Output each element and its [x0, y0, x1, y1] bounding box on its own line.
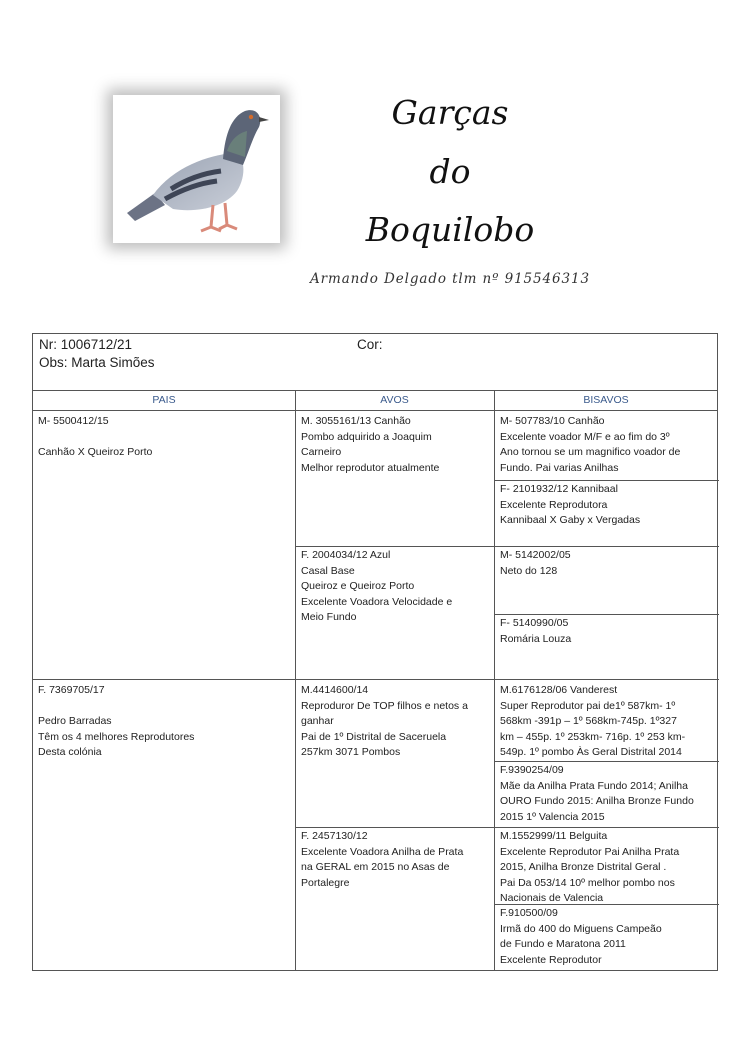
- pigeon-notes: Excelente Voadora Anilha de Prata na GERAL em 2015 no Asas de Portalegre: [301, 845, 464, 889]
- pigeon-notes: Irmã do 400 do Miguens Campeão de Fundo e Maratona 2011 Excelente Reprodutor: [500, 922, 662, 966]
- pais-cell-2: [33, 682, 295, 762]
- pigeon-id: M- 507783/10 Canhão: [500, 415, 605, 427]
- pigeon-id: F. 2004034/12 Azul: [301, 549, 391, 561]
- color-label: Cor:: [357, 337, 383, 352]
- pigeon-id: M.6176128/06 Vanderest: [500, 684, 618, 696]
- pais-cell-1: [33, 413, 295, 462]
- pigeon-notes: Romária Louza: [500, 632, 572, 645]
- pigeon-id: M- 5142002/05: [500, 549, 571, 561]
- divider: [33, 679, 719, 680]
- pigeon-notes: Pedro Barradas Têm os 4 melhores Reprodutores Desta colónia: [38, 715, 195, 758]
- title-line-1: Garças: [391, 93, 509, 132]
- bisavos-cell-3: [495, 547, 719, 580]
- bisavos-cell-1: [495, 413, 719, 477]
- bisavos-cell-7: [495, 828, 719, 908]
- pedigree-table: [32, 333, 718, 971]
- pigeon-image: [113, 95, 280, 243]
- pigeon-notes: Mãe da Anilha Prata Fundo 2014; Anilha OURO Fundo 2015: Anilha Bronze Fundo 2015 1º Valencia 2015: [500, 779, 694, 823]
- observations: Obs: Marta Simões: [39, 355, 155, 370]
- bisavos-cell-5: [495, 682, 719, 762]
- pigeon-id: M. 3055161/13 Canhão: [301, 415, 411, 427]
- avos-cell-4: [296, 828, 494, 892]
- pigeon-id: M.4414600/14: [301, 684, 369, 696]
- info-section: [33, 334, 717, 391]
- pigeon-id: F- 5140990/05: [500, 617, 569, 629]
- pigeon-id: F. 7369705/17: [38, 684, 105, 696]
- ring-number: Nr: 1006712/21: [39, 337, 133, 352]
- pigeon-photo: [113, 95, 280, 243]
- pigeon-notes: Super Reprodutor pai de1º 587km- 1º 568km -391p – 1º 568km-745p. 1º327 km – 455p. 1º 253km- 716p. 1º 253 km- 549p. 1º pombo Às Geral Distrital 2014: [500, 699, 686, 758]
- pigeon-notes: Neto do 128: [500, 564, 558, 577]
- pigeon-id: F.9390254/09: [500, 764, 564, 776]
- owner-contact: Armando Delgado tlm nº 915546313: [310, 271, 590, 287]
- pigeon-notes: Excelente Reprodutora Kannibaal X Gaby x Vergadas: [500, 498, 641, 526]
- bisavos-cell-2: [495, 481, 719, 530]
- bisavos-cell-8: [495, 905, 719, 969]
- pigeon-notes: Excelente Reprodutor Pai Anilha Prata 2015, Anilha Bronze Distrital Geral . Pai Da 053/14 10º melhor pombo nos Nacionais de Valencia: [500, 845, 680, 904]
- pigeon-notes: Excelente voador M/F e ao fim do 3º Ano tornou se um magnifico voador de Fundo. Pai varias Anilhas: [500, 430, 681, 474]
- pigeon-id: F. 2457130/12: [301, 830, 368, 842]
- pigeon-id: M- 5500412/15: [38, 415, 109, 427]
- pigeon-notes: Casal Base Queiroz e Queiroz Porto Excelente Voadora Velocidade e Meio Fundo: [301, 564, 453, 623]
- pigeon-id: M.1552999/11 Belguita: [500, 830, 608, 842]
- avos-cell-2: [296, 547, 494, 627]
- pigeon-id: F.910500/09: [500, 907, 558, 919]
- title-line-2: do: [429, 152, 471, 191]
- pigeon-notes: Canhão X Queiroz Porto: [38, 446, 153, 458]
- column-header-avos: AVOS: [295, 391, 494, 411]
- avos-cell-3: [296, 682, 494, 762]
- pigeon-notes: Reproduror De TOP filhos e netos a ganhar Pai de 1º Distrital de Saceruela 257km 3071 Pombos: [301, 699, 468, 758]
- pigeon-notes: Pombo adquirido a Joaquim Carneiro Melhor reprodutor atualmente: [301, 430, 440, 474]
- bisavos-cell-4: [495, 615, 719, 648]
- bisavos-cell-6: [495, 762, 719, 826]
- column-header-pais: PAIS: [33, 391, 295, 411]
- avos-cell-1: [296, 413, 494, 477]
- column-header-bisavos: BISAVOS: [494, 391, 718, 411]
- pigeon-id: F- 2101932/12 Kannibaal: [500, 483, 618, 495]
- title-line-3: Boquilobo: [365, 210, 535, 249]
